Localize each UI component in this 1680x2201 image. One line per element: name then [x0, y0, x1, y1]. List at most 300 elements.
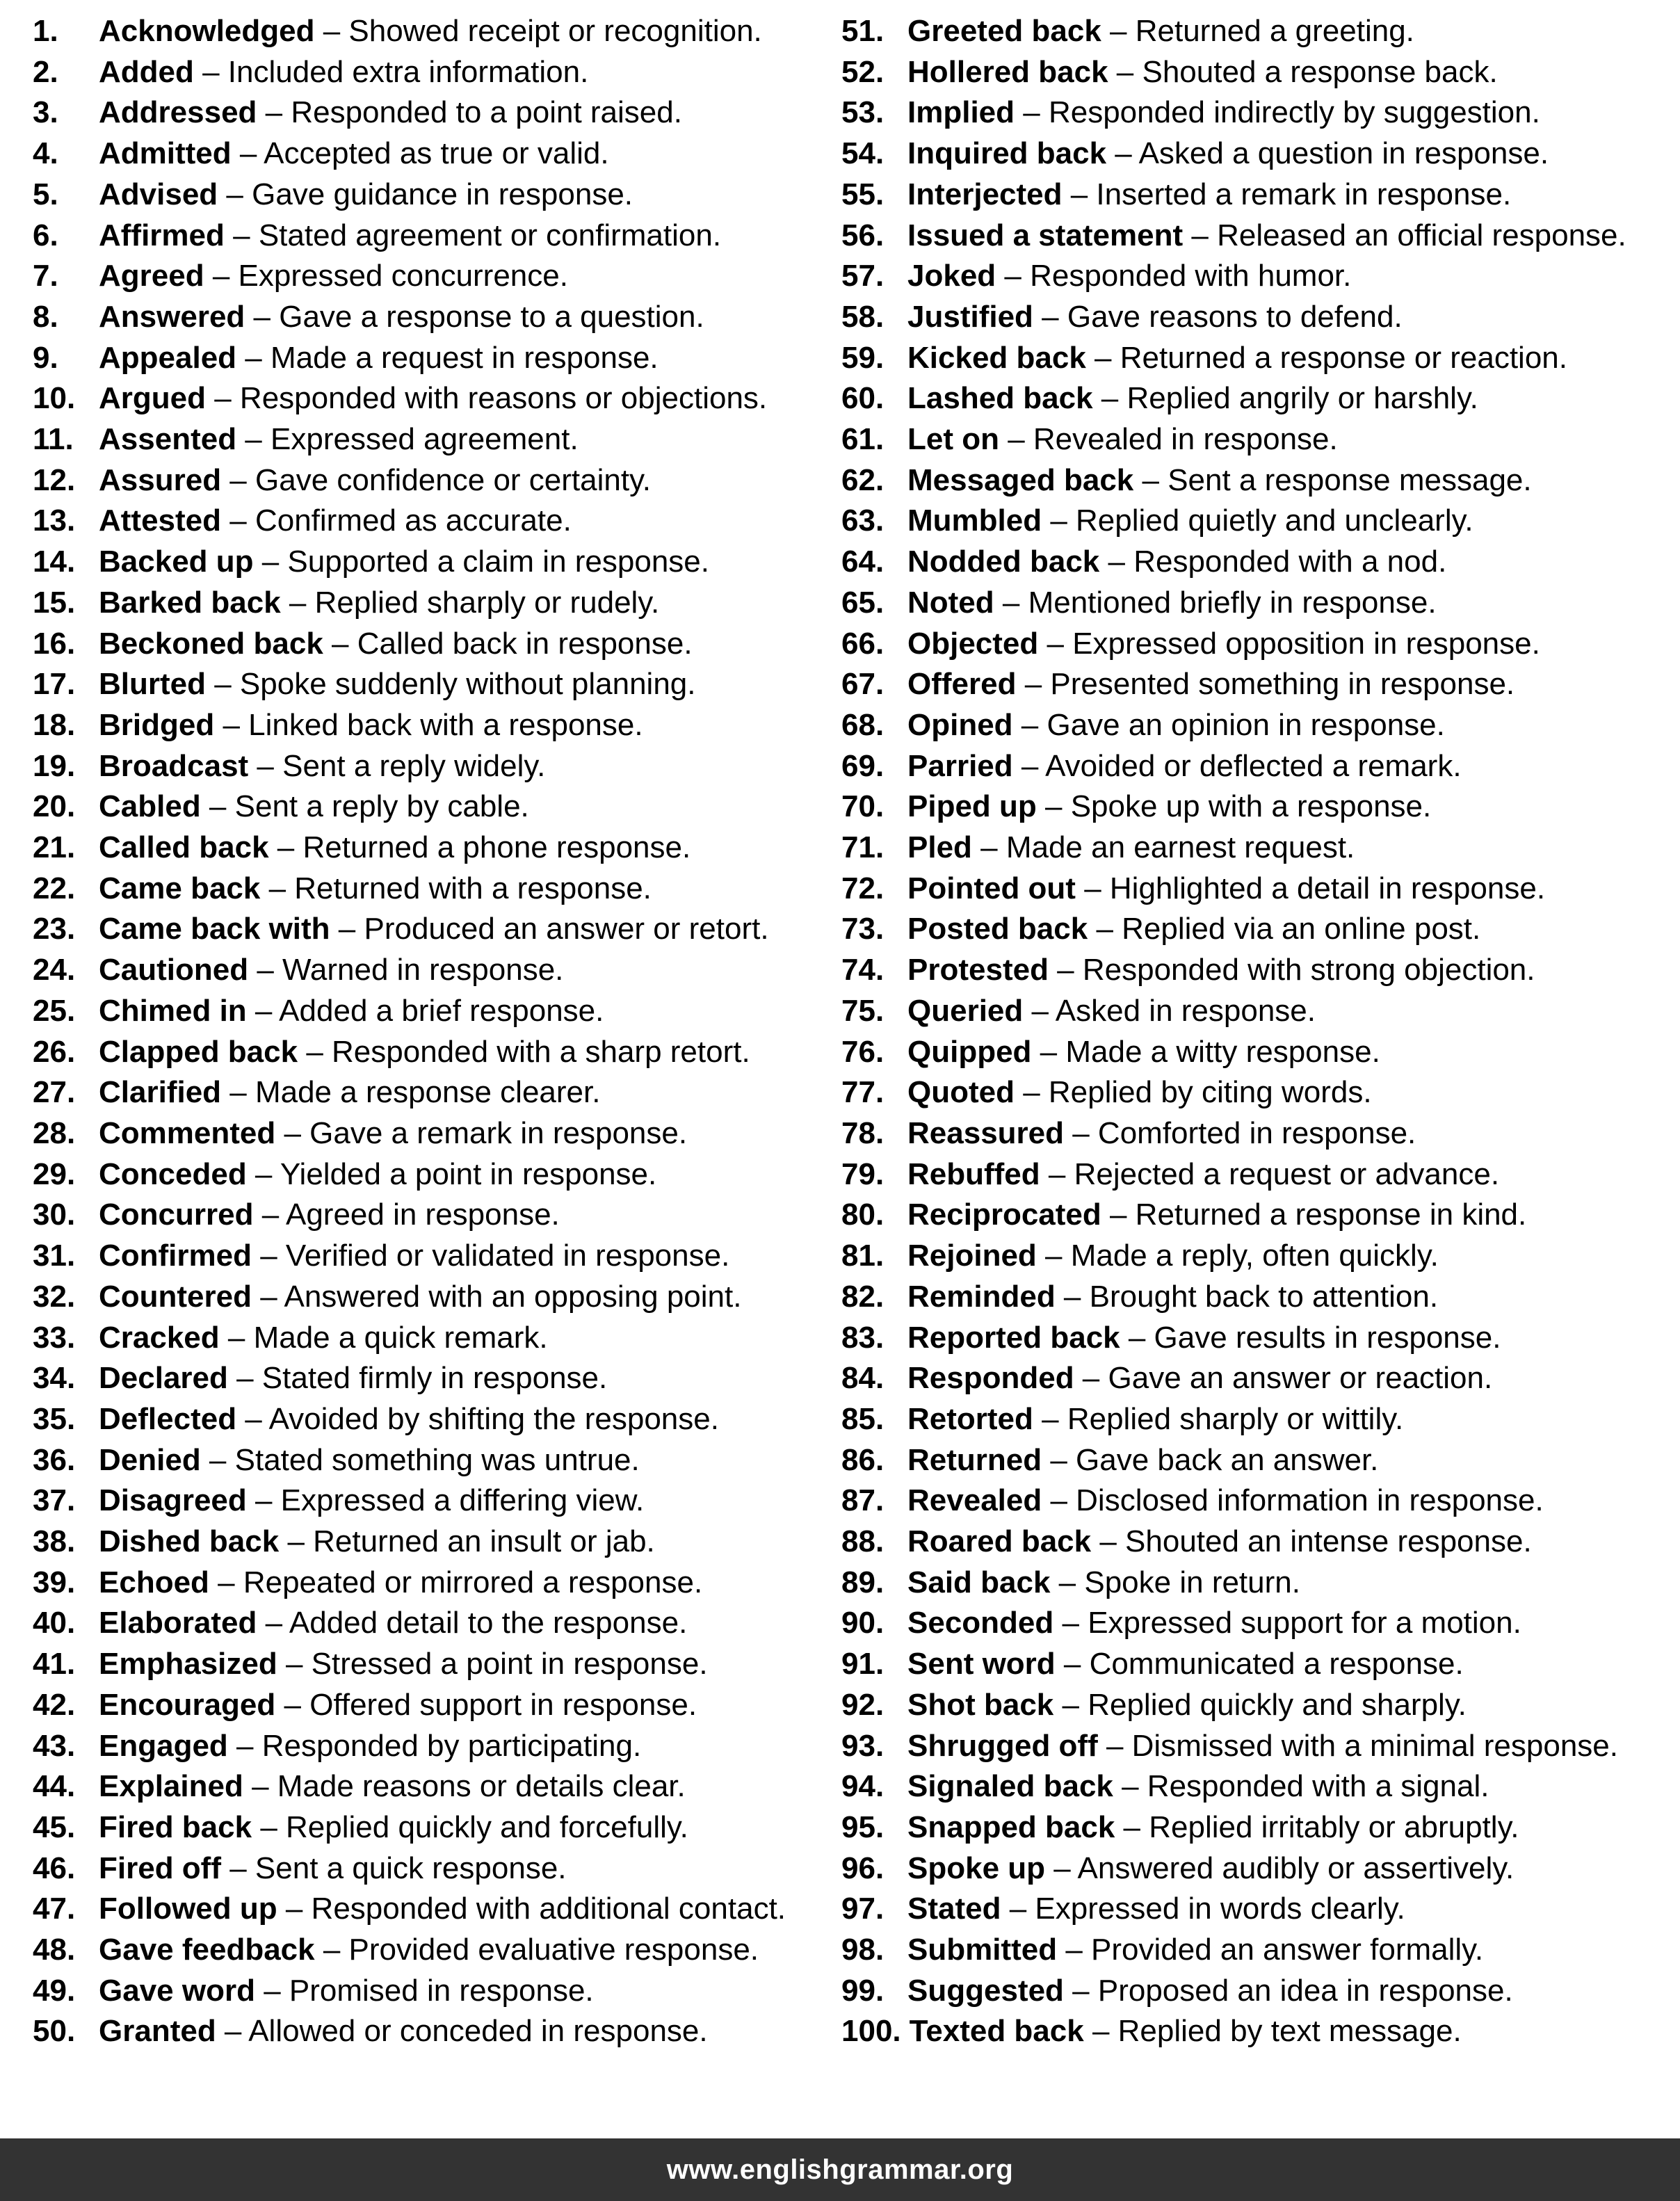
- item-term: Noted: [907, 585, 994, 620]
- item-number: 5.: [33, 177, 58, 211]
- item-text: [99, 624, 693, 665]
- item-term: Let on: [907, 422, 999, 457]
- item-definition: – Offered support in response.: [275, 1687, 697, 1722]
- item-number: 22.: [33, 871, 76, 905]
- item-number: 70.: [841, 789, 885, 824]
- item-text: [907, 1603, 1521, 1644]
- item-number: 32.: [33, 1279, 76, 1314]
- item-text: [907, 501, 1473, 542]
- item-term: Came back with: [99, 912, 330, 946]
- item-term: Issued a statement: [907, 218, 1184, 252]
- list-item: [841, 1154, 1680, 1195]
- item-term: Spoke up: [907, 1851, 1046, 1885]
- item-text: [99, 1563, 702, 1604]
- item-term: Deflected: [99, 1401, 237, 1436]
- item-term: Piped up: [907, 789, 1037, 824]
- item-text: [907, 338, 1567, 379]
- item-number: 64.: [841, 545, 885, 579]
- item-text: [99, 216, 721, 257]
- item-number: 14.: [33, 545, 76, 579]
- item-term: Addressed: [99, 95, 257, 130]
- item-definition: – Added a brief response.: [246, 993, 604, 1028]
- item-term: Assented: [99, 422, 237, 457]
- item-number: 15.: [33, 585, 76, 620]
- list-item: [841, 1726, 1680, 1767]
- list-item: [841, 297, 1680, 338]
- item-text: [910, 2011, 1462, 2052]
- item-text: [99, 378, 767, 419]
- item-definition: – Responded with a signal.: [1113, 1769, 1489, 1804]
- item-text: [907, 1807, 1519, 1848]
- item-number: 48.: [33, 1933, 76, 1967]
- item-term: Reciprocated: [907, 1198, 1101, 1232]
- item-number: 52.: [841, 54, 885, 89]
- list-item: [33, 746, 840, 787]
- item-number: 62.: [841, 462, 885, 497]
- item-term: Shot back: [907, 1687, 1054, 1722]
- item-text: [99, 583, 659, 624]
- item-number: 30.: [33, 1198, 76, 1232]
- item-term: Retorted: [907, 1401, 1033, 1436]
- item-text: [99, 460, 651, 501]
- item-term: Returned: [907, 1442, 1042, 1477]
- list-item: [841, 1563, 1680, 1604]
- item-definition: – Brought back to attention.: [1055, 1279, 1439, 1314]
- list-item: [841, 1766, 1680, 1807]
- item-text: [907, 1644, 1464, 1685]
- list-item: [841, 828, 1680, 869]
- item-definition: – Replied quietly and unclearly.: [1042, 503, 1473, 538]
- item-definition: – Gave back an answer.: [1042, 1442, 1379, 1477]
- item-number: 91.: [841, 1647, 885, 1682]
- item-term: Gave word: [99, 1973, 255, 2008]
- list-item: [841, 705, 1680, 746]
- item-text: [99, 1318, 548, 1359]
- item-number: 88.: [841, 1524, 885, 1559]
- item-definition: – Answered audibly or assertively.: [1045, 1851, 1515, 1885]
- item-text: [99, 1971, 594, 2012]
- item-term: Protested: [907, 953, 1049, 987]
- item-text: [907, 1563, 1300, 1604]
- item-definition: – Stressed a point in response.: [277, 1647, 708, 1682]
- item-text: [99, 1889, 786, 1930]
- item-definition: – Expressed opposition in response.: [1038, 626, 1540, 661]
- item-term: Offered: [907, 667, 1017, 702]
- item-number: 34.: [33, 1361, 76, 1396]
- item-definition: – Responded with a nod.: [1099, 545, 1447, 579]
- item-term: Encouraged: [99, 1687, 276, 1722]
- item-term: Fired off: [99, 1851, 221, 1885]
- item-text: [907, 664, 1515, 705]
- item-term: Added: [99, 54, 194, 89]
- item-text: [907, 1358, 1492, 1399]
- item-number: 82.: [841, 1279, 885, 1314]
- item-definition: – Warned in response.: [248, 953, 564, 987]
- item-definition: – Replied irritably or abruptly.: [1115, 1809, 1519, 1844]
- item-number: 79.: [841, 1156, 885, 1191]
- item-term: Texted back: [909, 2014, 1084, 2049]
- item-term: Implied: [907, 95, 1015, 130]
- item-number: 2.: [33, 54, 58, 89]
- item-definition: – Expressed agreement.: [236, 422, 579, 457]
- item-definition: – Made a quick remark.: [219, 1320, 548, 1355]
- item-term: Clapped back: [99, 1034, 298, 1069]
- item-text: [907, 378, 1478, 419]
- list-item: [33, 583, 840, 624]
- item-text: [99, 1766, 686, 1807]
- item-term: Confirmed: [99, 1239, 252, 1273]
- item-definition: – Gave guidance in response.: [218, 177, 633, 211]
- item-definition: – Disclosed information in response.: [1042, 1483, 1544, 1518]
- item-definition: – Communicated a response.: [1055, 1647, 1464, 1682]
- item-number: 83.: [841, 1320, 885, 1355]
- item-number: 12.: [33, 462, 76, 497]
- item-text: [907, 624, 1540, 665]
- item-term: Called back: [99, 830, 269, 865]
- list-item: [33, 419, 840, 460]
- item-text: [907, 1113, 1416, 1154]
- item-definition: – Comforted in response.: [1064, 1115, 1416, 1150]
- item-number: 56.: [841, 218, 885, 252]
- list-item: [33, 134, 840, 175]
- list-item: [841, 2011, 1680, 2052]
- item-text: [99, 1440, 640, 1481]
- list-item: [33, 460, 840, 501]
- item-term: Declared: [99, 1361, 228, 1396]
- item-number: 66.: [841, 626, 885, 661]
- list-item: [33, 991, 840, 1032]
- item-definition: – Made a response clearer.: [221, 1075, 601, 1110]
- item-number: 95.: [841, 1809, 885, 1844]
- item-definition: – Returned with a response.: [260, 871, 652, 905]
- item-number: 21.: [33, 830, 76, 865]
- item-number: 31.: [33, 1239, 76, 1273]
- item-text: [99, 1848, 567, 1889]
- item-term: Quoted: [907, 1075, 1015, 1110]
- item-number: 98.: [841, 1933, 885, 1967]
- item-number: 3.: [33, 95, 58, 130]
- item-definition: – Returned a greeting.: [1101, 14, 1414, 48]
- item-text: [99, 52, 588, 93]
- item-text: [907, 1481, 1544, 1522]
- item-number: 50.: [33, 2014, 76, 2049]
- item-text: [907, 297, 1403, 338]
- item-definition: – Gave an opinion in response.: [1012, 707, 1445, 742]
- item-number: 94.: [841, 1769, 885, 1804]
- list-item: [33, 1971, 840, 2012]
- item-definition: – Presented something in response.: [1016, 667, 1515, 702]
- list-item: [841, 460, 1680, 501]
- list-item: [841, 1889, 1680, 1930]
- item-term: Fired back: [99, 1809, 252, 1844]
- list-item: [841, 1113, 1680, 1154]
- item-text: [907, 1072, 1372, 1113]
- item-text: [907, 991, 1316, 1032]
- list-item: [33, 175, 840, 216]
- item-text: [907, 909, 1480, 950]
- item-number: 18.: [33, 707, 76, 742]
- item-definition: – Made reasons or details clear.: [243, 1769, 686, 1804]
- item-number: 67.: [841, 667, 885, 702]
- item-term: Admitted: [99, 136, 232, 171]
- list-item: [841, 909, 1680, 950]
- item-definition: – Spoke up with a response.: [1036, 789, 1432, 824]
- list-item: [33, 1726, 840, 1767]
- list-column-right: [840, 11, 1680, 2138]
- item-number: 57.: [841, 259, 885, 293]
- item-text: [99, 1236, 729, 1277]
- item-definition: – Replied quickly and sharply.: [1053, 1687, 1467, 1722]
- item-definition: – Made a reply, often quickly.: [1036, 1239, 1439, 1273]
- item-term: Parried: [907, 748, 1013, 783]
- item-number: 16.: [33, 626, 76, 661]
- item-number: 68.: [841, 707, 885, 742]
- item-term: Concurred: [99, 1198, 254, 1232]
- item-definition: – Returned a response or reaction.: [1085, 340, 1567, 375]
- item-definition: – Agreed in response.: [253, 1198, 560, 1232]
- item-definition: – Made an earnest request.: [971, 830, 1355, 865]
- item-text: [99, 787, 529, 828]
- item-number: 89.: [841, 1565, 885, 1599]
- list-item: [33, 92, 840, 134]
- list-item: [33, 1522, 840, 1563]
- list-item: [841, 1277, 1680, 1318]
- item-term: Cabled: [99, 789, 201, 824]
- item-number: 96.: [841, 1851, 885, 1885]
- item-term: Blurted: [99, 667, 206, 702]
- item-term: Said back: [907, 1565, 1051, 1599]
- item-text: [907, 542, 1446, 583]
- item-term: Nodded back: [907, 545, 1100, 579]
- list-item: [33, 2011, 840, 2052]
- list-item: [33, 950, 840, 991]
- item-term: Acknowledged: [99, 14, 315, 48]
- item-definition: – Highlighted a detail in response.: [1075, 871, 1546, 905]
- item-number: 20.: [33, 789, 76, 824]
- list-item: [33, 1277, 840, 1318]
- list-item: [33, 11, 840, 52]
- item-number: 81.: [841, 1239, 885, 1273]
- item-text: [99, 1195, 560, 1236]
- list-item: [841, 664, 1680, 705]
- item-term: Broadcast: [99, 748, 249, 783]
- item-text: [99, 175, 633, 216]
- item-text: [99, 1277, 741, 1318]
- list-column-left: [0, 11, 840, 2138]
- item-definition: – Gave a response to a question.: [245, 299, 704, 334]
- item-definition: – Made a witty response.: [1031, 1034, 1380, 1069]
- item-term: Clarified: [99, 1075, 222, 1110]
- item-definition: – Proposed an idea in response.: [1063, 1973, 1513, 2008]
- item-text: [907, 419, 1338, 460]
- item-term: Chimed in: [99, 993, 247, 1028]
- list-item: [33, 338, 840, 379]
- list-item: [33, 1154, 840, 1195]
- item-text: [907, 1032, 1380, 1073]
- list-item: [33, 1358, 840, 1399]
- item-definition: – Inserted a remark in response.: [1062, 177, 1512, 211]
- list-item: [841, 950, 1680, 991]
- list-item: [841, 746, 1680, 787]
- list-item: [841, 1603, 1680, 1644]
- item-number: 53.: [841, 95, 885, 130]
- item-text: [99, 705, 643, 746]
- item-definition: – Replied via an online post.: [1088, 912, 1481, 946]
- item-term: Kicked back: [907, 340, 1086, 375]
- item-definition: – Responded by participating.: [227, 1728, 642, 1763]
- item-number: 28.: [33, 1115, 76, 1150]
- item-text: [907, 746, 1462, 787]
- item-number: 78.: [841, 1115, 885, 1150]
- list-item: [33, 378, 840, 419]
- item-number: 44.: [33, 1769, 76, 1804]
- item-text: [907, 216, 1626, 257]
- footer-bar: [0, 2138, 1680, 2201]
- item-definition: – Asked a question in response.: [1106, 136, 1549, 171]
- list-item: [841, 624, 1680, 665]
- item-term: Emphasized: [99, 1647, 277, 1682]
- item-text: [907, 1930, 1483, 1971]
- item-definition: – Mentioned briefly in response.: [994, 585, 1437, 620]
- item-definition: – Responded indirectly by suggestion.: [1015, 95, 1540, 130]
- item-text: [907, 1195, 1526, 1236]
- item-definition: – Released an official response.: [1183, 218, 1626, 252]
- item-number: 97.: [841, 1892, 885, 1926]
- item-text: [907, 950, 1535, 991]
- item-text: [99, 1603, 687, 1644]
- item-text: [99, 664, 696, 705]
- list-item: [841, 1358, 1680, 1399]
- item-term: Pointed out: [907, 871, 1076, 905]
- item-definition: – Provided an answer formally.: [1057, 1933, 1484, 1967]
- list-item: [33, 1685, 840, 1726]
- item-definition: – Sent a reply widely.: [248, 748, 546, 783]
- item-number: 19.: [33, 748, 76, 783]
- item-term: Justified: [907, 299, 1033, 334]
- item-definition: – Avoided by shifting the response.: [236, 1401, 719, 1436]
- item-number: 55.: [841, 177, 885, 211]
- item-text: [99, 1399, 719, 1440]
- list-item: [33, 909, 840, 950]
- item-term: Lashed back: [907, 381, 1093, 416]
- list-item: [841, 583, 1680, 624]
- list-item: [841, 787, 1680, 828]
- item-number: 10.: [33, 381, 76, 416]
- item-number: 9.: [33, 340, 58, 375]
- item-text: [99, 869, 652, 910]
- item-definition: – Gave reasons to defend.: [1033, 299, 1403, 334]
- item-definition: – Responded with a sharp retort.: [298, 1034, 750, 1069]
- item-text: [907, 1848, 1514, 1889]
- list-item: [841, 1522, 1680, 1563]
- item-definition: – Accepted as true or valid.: [231, 136, 609, 171]
- item-definition: – Produced an answer or retort.: [330, 912, 769, 946]
- item-definition: – Called back in response.: [323, 626, 693, 661]
- item-number: 84.: [841, 1361, 885, 1396]
- item-text: [99, 1807, 688, 1848]
- item-term: Backed up: [99, 545, 254, 579]
- item-text: [99, 92, 682, 134]
- item-term: Beckoned back: [99, 626, 323, 661]
- list-item: [841, 11, 1680, 52]
- list-item: [33, 1072, 840, 1113]
- list-item: [841, 1685, 1680, 1726]
- item-text: [99, 1930, 759, 1971]
- item-term: Engaged: [99, 1728, 228, 1763]
- item-term: Reported back: [907, 1320, 1120, 1355]
- list-item: [33, 1236, 840, 1277]
- list-item: [841, 1807, 1680, 1848]
- item-text: [99, 134, 609, 175]
- item-number: 76.: [841, 1034, 885, 1069]
- item-term: Signaled back: [907, 1769, 1113, 1804]
- list-item: [33, 1440, 840, 1481]
- list-item: [33, 1644, 840, 1685]
- item-text: [99, 1522, 655, 1563]
- item-term: Stated: [907, 1892, 1001, 1926]
- item-number: 49.: [33, 1973, 76, 2008]
- item-number: 61.: [841, 422, 885, 457]
- list-item: [841, 52, 1680, 93]
- item-term: Sent word: [907, 1647, 1056, 1682]
- list-item: [33, 869, 840, 910]
- item-number: 36.: [33, 1442, 76, 1477]
- list-item: [841, 1195, 1680, 1236]
- item-number: 45.: [33, 1809, 76, 1844]
- website-url: www.englishgrammar.org: [666, 2154, 1014, 2185]
- list-item: [841, 1481, 1680, 1522]
- list-item: [33, 1032, 840, 1073]
- item-number: 71.: [841, 830, 885, 865]
- item-text: [907, 1522, 1532, 1563]
- list-item: [841, 1032, 1680, 1073]
- item-definition: – Expressed a differing view.: [246, 1483, 645, 1518]
- item-definition: – Showed receipt or recognition.: [314, 14, 762, 48]
- item-number: 35.: [33, 1401, 76, 1436]
- list-item: [33, 1889, 840, 1930]
- item-term: Came back: [99, 871, 261, 905]
- item-definition: – Supported a claim in response.: [253, 545, 710, 579]
- item-definition: – Returned a response in kind.: [1101, 1198, 1527, 1232]
- item-number: 37.: [33, 1483, 76, 1518]
- item-number: 47.: [33, 1892, 76, 1926]
- list-item: [33, 1481, 840, 1522]
- item-number: 25.: [33, 993, 76, 1028]
- list-item: [841, 1971, 1680, 2012]
- item-number: 13.: [33, 503, 76, 538]
- item-number: 26.: [33, 1034, 76, 1069]
- item-definition: – Responded with strong objection.: [1048, 953, 1535, 987]
- item-text: [907, 175, 1511, 216]
- item-term: Disagreed: [99, 1483, 247, 1518]
- item-term: Greeted back: [907, 14, 1101, 48]
- item-text: [99, 1644, 708, 1685]
- item-text: [99, 1032, 750, 1073]
- item-number: 11.: [33, 422, 74, 457]
- item-number: 74.: [841, 953, 885, 987]
- item-term: Queried: [907, 993, 1024, 1028]
- item-term: Suggested: [907, 1973, 1064, 2008]
- item-text: [99, 11, 762, 52]
- item-number: 72.: [841, 871, 885, 905]
- item-text: [907, 1766, 1489, 1807]
- item-definition: – Gave confidence or certainty.: [221, 462, 652, 497]
- item-definition: – Verified or validated in response.: [252, 1239, 730, 1273]
- item-term: Echoed: [99, 1565, 209, 1599]
- list-item: [33, 216, 840, 257]
- item-number: 80.: [841, 1198, 885, 1232]
- item-text: [99, 1154, 656, 1195]
